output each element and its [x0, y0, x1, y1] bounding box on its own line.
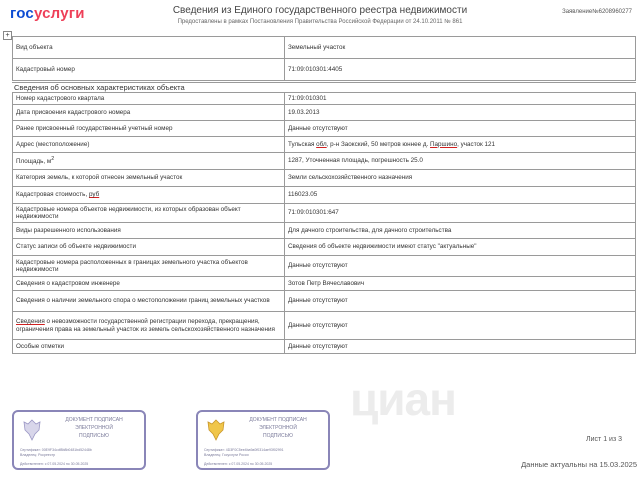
- row-label: Дата присвоения кадастрового номера: [13, 105, 285, 121]
- row-label: Адрес (местоположение): [13, 137, 285, 153]
- logo-part-uslugi: услуги: [33, 5, 85, 22]
- table-row: [13, 256, 636, 277]
- row-label: [13, 187, 285, 204]
- row-value: 71:09:010301: [285, 93, 636, 105]
- row-label: Номер кадастрового квартала: [13, 93, 285, 105]
- row-label: [13, 312, 285, 340]
- row-label: Статус записи об объекте недвижимости: [13, 239, 285, 256]
- row-label: Особые отметки: [13, 340, 285, 354]
- logo-part-gos: гос: [10, 5, 34, 22]
- table-row: [13, 291, 636, 312]
- table-row: [13, 223, 636, 239]
- table-row: [13, 277, 636, 291]
- row-value: 71:09:010301:647: [285, 204, 636, 223]
- characteristics-table: [12, 92, 636, 354]
- signature-stamp: [196, 410, 330, 470]
- document-title: Сведения из Единого государственного реестра недвижимости: [172, 5, 468, 16]
- row-value: Земельный участок: [285, 37, 636, 59]
- area-unit-sup: 2: [51, 156, 55, 163]
- stamp-title-line: ЭЛЕКТРОННОЙ: [259, 425, 297, 431]
- row-value: 19.03.2013: [285, 105, 636, 121]
- table-row: [13, 105, 636, 121]
- row-label: Сведения о наличии земельного спора о местоположении границ земельных участков: [13, 291, 285, 312]
- data-actual-date: Данные актуальны на 15.03.2025: [521, 460, 637, 469]
- object-summary-table: [12, 36, 636, 81]
- stamp-title-line: ДОКУМЕНТ ПОДПИСАН: [65, 417, 123, 423]
- table-row: [13, 340, 636, 354]
- row-value: Данные отсутствуют: [285, 312, 636, 340]
- stamp-title-line: ЭЛЕКТРОННОЙ: [75, 425, 113, 431]
- stamp-owner: Владелец: Росреестр: [20, 453, 56, 457]
- row-value: Зотов Петр Вячеславович: [285, 277, 636, 291]
- row-value: Данные отсутствуют: [285, 291, 636, 312]
- row-label: Сведения о кадастровом инженере: [13, 277, 285, 291]
- stamp-certificate: Сертификат: 4D3F0C5ee4ba9a0f0314ae93f02991: [204, 448, 284, 452]
- table-row: [13, 153, 636, 170]
- stamp-owner: Владелец: Госуслуги Росси: [204, 453, 249, 457]
- table-row: [13, 170, 636, 187]
- row-label: Кадастровые номера расположенных в границах земельного участка объектов недвижимости: [13, 256, 285, 277]
- signature-stamp: [12, 410, 146, 470]
- expand-plus-icon[interactable]: +: [3, 31, 12, 40]
- row-value: Данные отсутствуют: [285, 121, 636, 137]
- table-row: [13, 239, 636, 256]
- row-value: Данные отсутствуют: [285, 256, 636, 277]
- row-label: Ранее присвоенный государственный учетный номер: [13, 121, 285, 137]
- section-title: Сведения об основных характеристиках объекта: [12, 82, 636, 92]
- row-label: Кадастровый номер: [13, 59, 285, 81]
- stamp-certificate: Сертификат: 00E9F34cdf8b8b0481bd52448b: [20, 448, 92, 452]
- table-row: [13, 59, 636, 81]
- table-row: [13, 121, 636, 137]
- address-part: Паршино: [430, 140, 458, 148]
- row-label: Вид объекта: [13, 37, 285, 59]
- cian-watermark: циан: [350, 373, 456, 425]
- row-value: Для дачного строительства, для дачного строительства: [285, 223, 636, 239]
- table-row: [13, 312, 636, 340]
- document-subtitle: Предоставлены в рамках Постановления Правительства Российской Федерации от 24.10.2011 № 861: [177, 19, 463, 25]
- stamp-title-line: ПОДПИСЬЮ: [79, 433, 109, 439]
- row-value: [285, 137, 636, 153]
- row-label: Кадастровые номера объектов недвижимости, из которых образован объект недвижимости: [13, 204, 285, 223]
- table-row: [13, 93, 636, 105]
- table-row: [13, 187, 636, 204]
- stamp-title-line: ДОКУМЕНТ ПОДПИСАН: [249, 417, 307, 423]
- statement-number: Заявление№6208960277: [562, 9, 632, 15]
- row-label: [13, 153, 285, 170]
- row-value: 71:09:010301:4405: [285, 59, 636, 81]
- address-part: Тульская: [288, 140, 317, 148]
- table-row: [13, 37, 636, 59]
- address-part: обл: [316, 140, 327, 148]
- row-label: Категория земель, к которой отнесен земельный участок: [13, 170, 285, 187]
- stamp-title: [48, 416, 140, 440]
- stamp-validity: Действителен: с 07.05.2024 по 30.05.2025: [20, 462, 89, 466]
- row-value: 1287, Уточненная площадь, погрешность 25.0: [285, 153, 636, 170]
- page-counter: Лист 1 из 3: [586, 436, 622, 443]
- coat-of-arms-icon: [206, 418, 226, 442]
- row-value: 116023.05: [285, 187, 636, 204]
- table-row: [13, 137, 636, 153]
- impossibility-label-head: Сведения: [16, 318, 45, 325]
- cost-unit: руб: [88, 191, 100, 199]
- row-value: Сведения об объекте недвижимости имеют статус "актуальные": [285, 239, 636, 256]
- impossibility-label-tail: о невозможности государственной регистрации перехода, прекращения, ограничения права на земельный участок из земель сельскохозяйственного назначения: [16, 318, 275, 333]
- address-part: , р-н Заокский, 50 метров юннее д.: [326, 140, 431, 148]
- cost-label: Кадастровая стоимость,: [16, 191, 89, 199]
- coat-of-arms-icon: [22, 418, 42, 442]
- stamp-title-line: ПОДПИСЬЮ: [263, 433, 293, 439]
- area-label: Площадь, м: [16, 158, 52, 166]
- row-label: Виды разрешенного использования: [13, 223, 285, 239]
- table-row: [13, 204, 636, 223]
- row-value: Земли сельскохозяйственного назначения: [285, 170, 636, 187]
- address-part: , участок 121: [457, 140, 496, 148]
- row-value: Данные отсутствуют: [285, 340, 636, 354]
- stamp-title: [232, 416, 324, 440]
- stamp-validity: Действителен: с 07.05.2024 по 30.05.2025: [204, 462, 273, 466]
